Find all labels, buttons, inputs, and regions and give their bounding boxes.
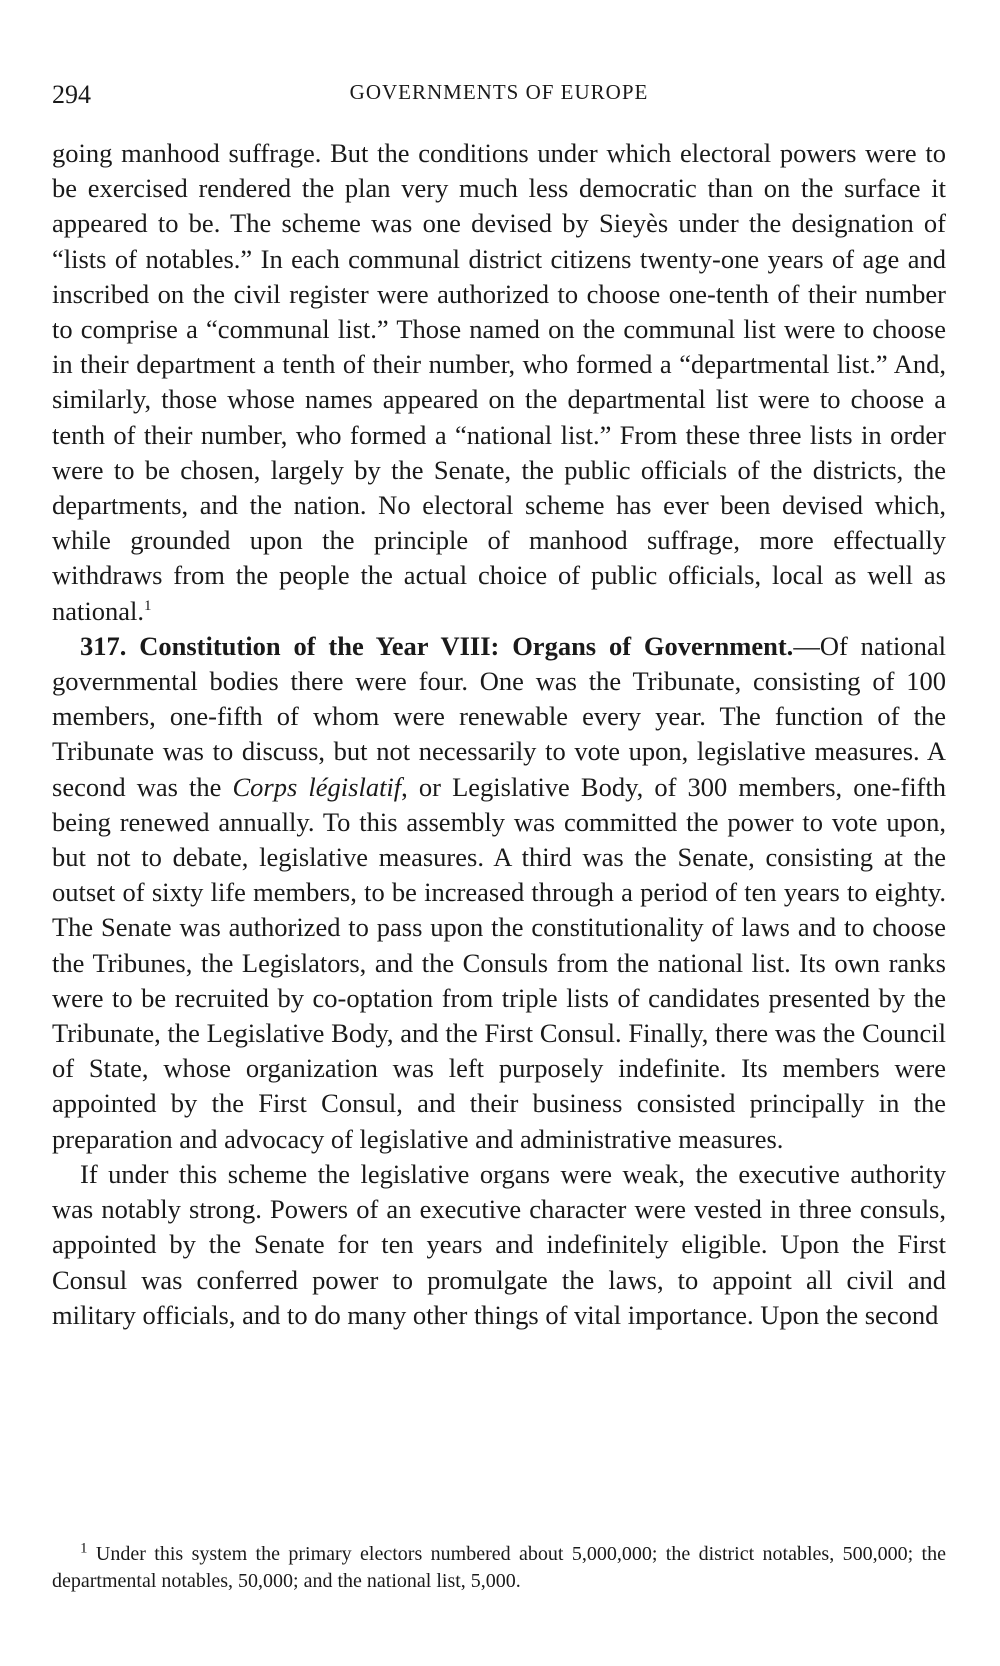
footnote-number: 1: [80, 1540, 88, 1557]
footnote-marker: 1: [144, 597, 152, 614]
page-number: 294: [52, 80, 91, 109]
body-text: [52, 136, 946, 1333]
paragraph-1-text: going manhood suffrage. But the conditions under which electoral powers were to be exercised rendered the plan very much less democratic than on the surface it appeared to be. The scheme was one devised by Sieyès under the designation of “lists of notables.” In each communal district citizens twenty-one years of age and inscribed on the civil register were authorized to choose one-tenth of their number to comprise a “communal list.” Those named on the communal list were to choose in their department a tenth of their number, who formed a “departmental list.” And, similarly, those whose names appeared on the departmental list were to choose a tenth of their number, who formed a “national list.” From these three lists in order were to be chosen, largely by the Senate, the public officials of the districts, the departments, and the nation. No electoral scheme has ever been devised which, while grounded upon the principle of manhood suffrage, more effectually withdraws from the people the actual choice of public officials, local as well as national.: [52, 138, 946, 626]
running-title: GOVERNMENTS OF EUROPE: [349, 80, 649, 104]
paragraph-2-text-a: —Of national governmental bodies there were four. One was the Tribunate, consisting of 100 members, one-fifth of whom were renewable every year. The function of the Tribunate was to discuss, but not necessarily to vote upon, legislative measures. A second was the: [52, 630, 946, 802]
footnote-text: Under this system the primary electors numbered about 5,000,000; the district notables, 500,000; the departmental notables, 50,000; and the national list, 5,000.: [52, 1543, 946, 1592]
paragraph-1: [52, 136, 946, 629]
paragraph-2-italic: Corps législatif: [232, 771, 402, 802]
page-header: [52, 76, 946, 116]
paragraph-2: [52, 629, 946, 1157]
section-heading: 317. Constitution of the Year VIII: Organs of Government.: [80, 630, 794, 661]
paragraph-3: [52, 1157, 946, 1333]
paragraph-2-text-b: , or Legislative Body, of 300 members, one-fifth being renewed annually. To this assembly was committed the power to vote upon, but not to debate, legislative measures. A third was the Senate, consisting at the outset of sixty life members, to be increased through a period of ten years to eighty. The Senate was authorized to pass upon the constitutionality of laws and to choose the Tribunes, the Legislators, and the Consuls from the national list. Its own ranks were to be recruited by co-optation from triple lists of candidates presented by the Tribunate, the Legislative Body, and the First Consul. Finally, there was the Council of State, whose organization was left purposely indefinite. Its members were appointed by the First Consul, and their business consisted principally in the preparation and advocacy of legislative and administrative measures.: [52, 771, 946, 1154]
footnotes: [52, 1541, 946, 1595]
paragraph-3-text: If under this scheme the legislative organs were weak, the executive authority was notably strong. Powers of an executive character were vested in three consuls, appointed by the Senate for ten years and indefinitely eligible. Upon the First Consul was conferred power to promulgate the laws, to appoint all civil and military officials, and to do many other things of vital importance. Upon the second: [52, 1158, 946, 1330]
footnote: [52, 1541, 946, 1595]
